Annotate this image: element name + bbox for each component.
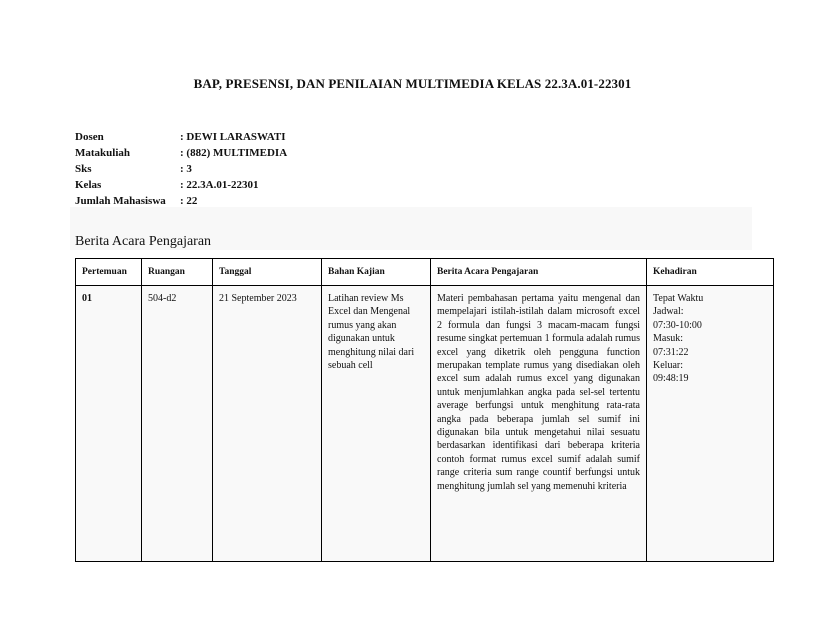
header-ruangan: Ruangan xyxy=(142,259,213,286)
kehadiran-masuk-label: Masuk: xyxy=(653,333,683,345)
meta-row-sks xyxy=(75,161,287,177)
section-title: Berita Acara Pengajaran xyxy=(75,234,212,249)
cell-kehadiran xyxy=(647,286,774,562)
header-kehadiran: Kehadiran xyxy=(647,259,774,286)
meta-value: : 22.3A.01-22301 xyxy=(180,179,259,191)
meta-info xyxy=(75,129,287,209)
meta-key: Matakuliah xyxy=(75,147,131,159)
meta-key: Dosen xyxy=(75,131,104,143)
kehadiran-status: Tepat Waktu xyxy=(653,293,704,304)
cell-bahan-kajian: Latihan review Ms Excel dan Mengenal rumus yang akan digunakan untuk menghitung nilai dari sebuah cell xyxy=(322,286,431,562)
meta-key: Sks xyxy=(75,163,92,175)
cell-ruangan: 504-d2 xyxy=(142,286,213,562)
meta-value: : (882) MULTIMEDIA xyxy=(180,147,288,159)
document-title: BAP, PRESENSI, DAN PENILAIAN MULTIMEDIA KELAS 22.3A.01-22301 xyxy=(193,76,632,91)
kehadiran-jadwal-label: Jadwal: xyxy=(653,306,684,318)
meta-key: Kelas xyxy=(75,179,102,191)
kehadiran-masuk: 07:31:22 xyxy=(653,346,689,358)
bap-table xyxy=(75,258,774,562)
table-header-row xyxy=(76,259,774,286)
meta-value: : DEWI LARASWATI xyxy=(180,131,286,143)
table-row xyxy=(76,286,774,562)
cell-berita-acara: Materi pembahasan pertama yaitu mengenal dan mempelajari istilah-istilah dalam microsoft excel 2 formula dan fungsi 3 macam-macam fungsi resume singkat pertemuan 1 formula adalah rumus excel yang diketrik oleh pengguna function merupakan template rumus yang disediakan oleh excel sum adalah rumus excel yang digunakan untuk menjumlahkan angka pada sel-sel tertentu average berfungsi untuk menghitung rata-rata angka pada beberapa jumlah sel sumif ini digunakan bila untuk mengetahui nilai sesuatu berdasarkan identifikasi dari beberapa kriteria contoh format rumus excel sumif adalah sumif range criteria sum range countif berfungsi untuk menghitung jumlah sel yang memenuhi kriteria xyxy=(431,286,647,562)
header-bahan-kajian: Bahan Kajian xyxy=(322,259,431,286)
meta-row-kelas xyxy=(75,177,287,193)
meta-value: : 3 xyxy=(180,163,192,175)
header-pertemuan: Pertemuan xyxy=(76,259,142,286)
cell-pertemuan: 01 xyxy=(76,286,142,562)
meta-row-dosen xyxy=(75,129,287,145)
meta-value: : 22 xyxy=(180,195,198,207)
kehadiran-keluar-label: Keluar: xyxy=(653,360,683,372)
cell-tanggal: 21 September 2023 xyxy=(213,286,322,562)
header-berita-acara: Berita Acara Pengajaran xyxy=(431,259,647,286)
kehadiran-jadwal: 07:30-10:00 xyxy=(653,319,702,331)
header-tanggal: Tanggal xyxy=(213,259,322,286)
kehadiran-keluar: 09:48:19 xyxy=(653,373,689,385)
meta-row-matakuliah xyxy=(75,145,287,161)
meta-key: Jumlah Mahasiswa xyxy=(75,195,166,207)
